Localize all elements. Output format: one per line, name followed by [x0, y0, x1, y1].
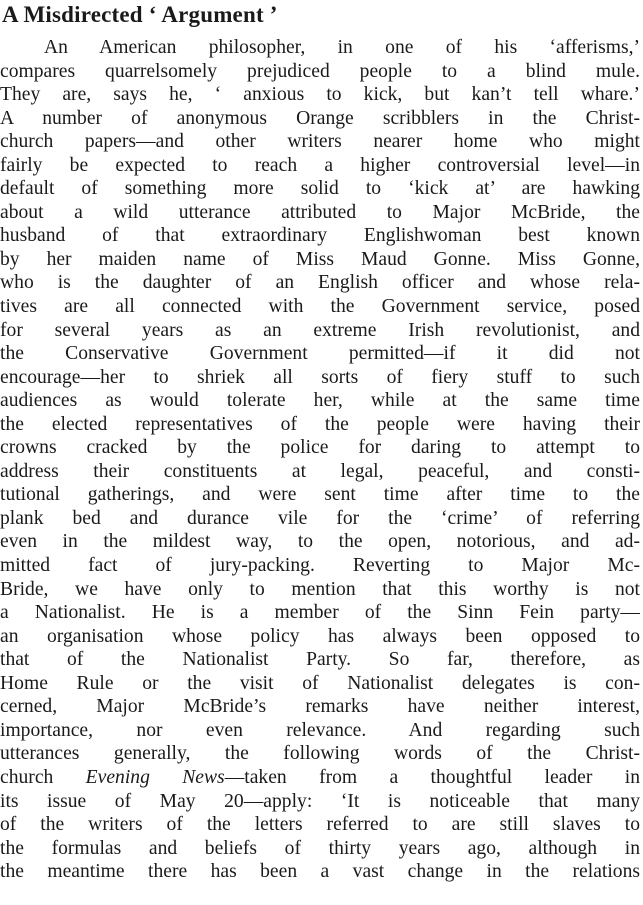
body-line: They are, says he, ‘ anxious to kick, but kan’t tell whare.’ — [0, 84, 640, 106]
body-line: tives are all connected with the Government service, posed — [0, 296, 640, 318]
body-line: even in the mildest way, to the open, notorious, and ad- — [0, 531, 640, 553]
body-line: address their constituents at legal, peaceful, and consti- — [0, 460, 640, 482]
body-line: its issue of May 20—apply: ‘It is noticeable that many — [0, 790, 640, 812]
body-line: the elected representatives of the people were having their — [0, 413, 640, 435]
body-line: an organisation whose policy has always been opposed to — [0, 625, 640, 647]
body-line: who is the daughter of an English officer and whose rela- — [0, 272, 640, 294]
body-line: a Nationalist. He is a member of the Sinn Fein party— — [0, 602, 640, 624]
body-line: the meantime there has been a vast change in the relations — [0, 861, 640, 883]
body-line: Home Rule or the visit of Nationalist delegates is con- — [0, 672, 640, 694]
body-line: church papers—and other writers nearer home who might — [0, 131, 640, 153]
body-line: husband of that extraordinary Englishwoman best known — [0, 225, 640, 247]
body-line: fairly be expected to reach a higher controversial level—in — [0, 154, 640, 176]
body-line: encourage—her to shriek all sorts of fiery stuff to such — [0, 366, 640, 388]
article-headline: A Misdirected ‘ Argument ’ — [2, 2, 278, 27]
body-line: of the writers of the letters referred to are still slaves to — [0, 814, 640, 836]
body-line: by her maiden name of Miss Maud Gonne. Miss Gonne, — [0, 248, 640, 270]
body-line: plank bed and durance vile for the ‘crime’ of referring — [0, 507, 640, 529]
line-segment: church — [0, 766, 86, 788]
article-body — [0, 36, 643, 884]
body-line-with-italic — [0, 766, 640, 790]
body-line: about a wild utterance attributed to Major McBride, the — [0, 201, 640, 223]
body-line: utterances generally, the following words of the Christ- — [0, 743, 640, 765]
body-line: A number of anonymous Orange scribblers in the Christ- — [0, 107, 640, 129]
body-line: that of the Nationalist Party. So far, therefore, as — [0, 649, 640, 671]
body-line: compares quarrelsomely prejudiced people to a blind mule. — [0, 60, 640, 82]
body-line: the formulas and beliefs of thirty years ago, although in — [0, 837, 640, 859]
body-line: default of something more solid to ‘kick at’ are hawking — [0, 178, 640, 200]
body-line: audiences as would tolerate her, while at the same time — [0, 390, 640, 412]
body-line: An American philosopher, in one of his ‘afferisms,’ — [44, 37, 640, 58]
body-line: Bride, we have only to mention that this worthy is not — [0, 578, 640, 600]
body-line: the Conservative Government permitted—if it did not — [0, 343, 640, 365]
body-line: importance, nor even relevance. And regarding such — [0, 719, 640, 741]
line-segment: —taken from a thoughtful leader in — [224, 766, 640, 788]
body-line: cerned, Major McBride’s remarks have neither interest, — [0, 696, 640, 718]
body-line: for several years as an extreme Irish revolutionist, and — [0, 319, 640, 341]
body-line: tutional gatherings, and were sent time after time to the — [0, 484, 640, 506]
newspaper-title-italic: Evening News — [85, 766, 225, 788]
body-line: crowns cracked by the police for daring to attempt to — [0, 437, 640, 459]
body-line: mitted fact of jury-packing. Reverting to Major Mc- — [0, 555, 640, 577]
